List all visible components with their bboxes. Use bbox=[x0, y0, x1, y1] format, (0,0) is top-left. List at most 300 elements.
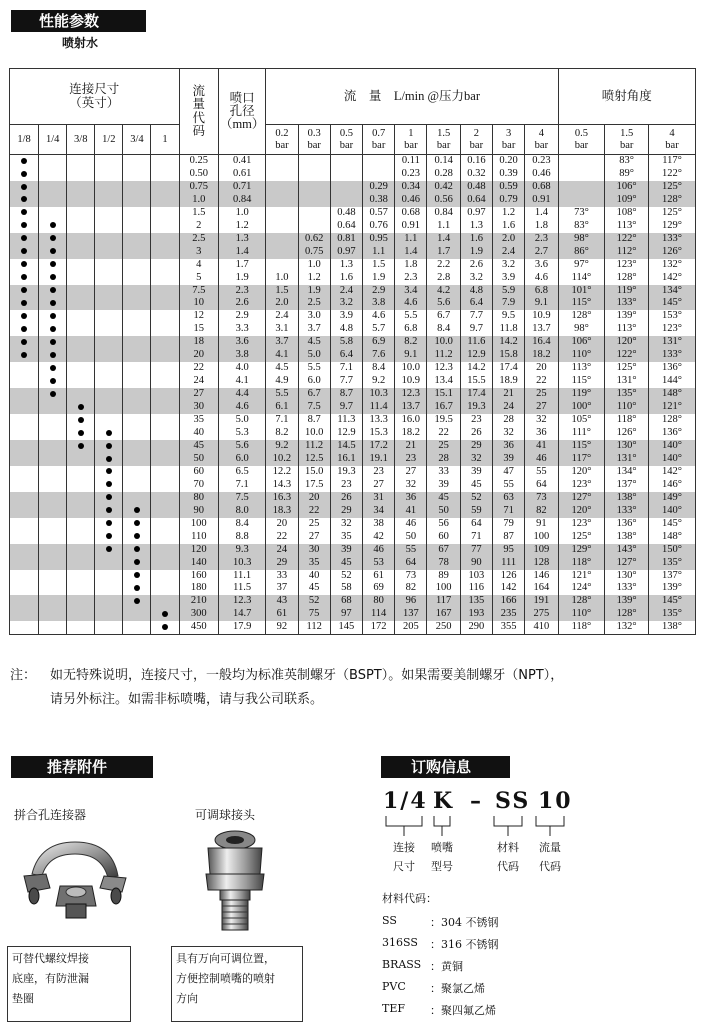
flow-cell: 11.3 bbox=[330, 414, 362, 427]
order-label-material: 材料 代码 bbox=[497, 841, 519, 873]
flow-cell: 11.8 bbox=[493, 323, 525, 336]
conn-cell bbox=[151, 492, 179, 505]
conn-cell bbox=[10, 401, 39, 414]
conn-cell bbox=[151, 544, 179, 557]
table-row bbox=[10, 233, 696, 246]
flow-cell: 1.4 bbox=[427, 233, 460, 246]
note-line-1: 如无特殊说明，连接尺寸，一般均为标准英制螺牙（BSPT）。如果需要美制螺牙（NPT）， bbox=[50, 668, 564, 683]
flow-cell: 23 bbox=[330, 479, 362, 492]
conn-cell bbox=[10, 155, 39, 168]
available-dot-icon bbox=[50, 391, 56, 397]
flow-cell: 290 bbox=[460, 621, 492, 634]
flow-cell: 11.2 bbox=[298, 440, 330, 453]
flow-cell: 25 bbox=[298, 518, 330, 531]
conn-cell bbox=[151, 427, 179, 440]
conn-size-col-header: 1/8 bbox=[10, 125, 39, 155]
flow-cell: 19.3 bbox=[330, 466, 362, 479]
available-dot-icon bbox=[50, 313, 56, 319]
conn-cell bbox=[39, 246, 67, 259]
angle-cell: 138° bbox=[605, 492, 649, 505]
flow-cell: 17.4 bbox=[493, 362, 525, 375]
conn-cell bbox=[123, 194, 151, 207]
angle-pressure-header: 1.5 bar bbox=[605, 125, 649, 155]
angle-cell: 142° bbox=[649, 272, 696, 285]
flow-cell: 1.8 bbox=[525, 220, 558, 233]
flow-code-cell: 24 bbox=[179, 375, 219, 388]
conn-cell bbox=[10, 375, 39, 388]
flow-pressure-header: 1 bar bbox=[395, 125, 427, 155]
conn-cell bbox=[10, 570, 39, 583]
flow-cell: 0.84 bbox=[427, 207, 460, 220]
conn-cell bbox=[39, 582, 67, 595]
flow-code-cell: 160 bbox=[179, 570, 219, 583]
angle-cell: 113° bbox=[605, 220, 649, 233]
angle-cell: 140° bbox=[649, 440, 696, 453]
flow-cell: 6.4 bbox=[330, 349, 362, 362]
angle-cell: 132° bbox=[605, 621, 649, 634]
flow-cell: 1.5 bbox=[363, 259, 395, 272]
available-dot-icon bbox=[21, 196, 27, 202]
angle-cell: 115° bbox=[558, 440, 605, 453]
conn-cell bbox=[39, 401, 67, 414]
angle-cell: 153° bbox=[649, 310, 696, 323]
order-part-type: K bbox=[433, 788, 455, 814]
note bbox=[10, 664, 700, 712]
conn-cell bbox=[10, 427, 39, 440]
available-dot-icon bbox=[50, 365, 56, 371]
flow-cell: 27 bbox=[363, 479, 395, 492]
flow-cell bbox=[330, 168, 362, 181]
flow-cell: 23 bbox=[460, 414, 492, 427]
flow-cell: 41 bbox=[395, 505, 427, 518]
available-dot-icon bbox=[134, 533, 140, 539]
table-row bbox=[10, 608, 696, 621]
angle-cell: 122° bbox=[605, 349, 649, 362]
flow-cell: 8.7 bbox=[298, 414, 330, 427]
conn-cell bbox=[151, 582, 179, 595]
flow-cell: 235 bbox=[493, 608, 525, 621]
conn-cell bbox=[151, 155, 179, 168]
table-row bbox=[10, 531, 696, 544]
angle-cell: 123° bbox=[558, 479, 605, 492]
available-dot-icon bbox=[50, 326, 56, 332]
flow-cell: 2.3 bbox=[395, 272, 427, 285]
flow-cell: 21 bbox=[395, 440, 427, 453]
conn-cell bbox=[151, 336, 179, 349]
flow-pressure-header: 0.5 bar bbox=[330, 125, 362, 155]
flow-cell: 32 bbox=[330, 518, 362, 531]
orifice-cell: 8.8 bbox=[219, 531, 266, 544]
flow-cell: 103 bbox=[460, 570, 492, 583]
flow-cell: 6.4 bbox=[460, 297, 492, 310]
available-dot-icon bbox=[21, 300, 27, 306]
flow-cell bbox=[266, 246, 298, 259]
angle-cell: 131° bbox=[605, 375, 649, 388]
flow-cell: 0.32 bbox=[460, 168, 492, 181]
flow-code-cell: 70 bbox=[179, 479, 219, 492]
conn-cell bbox=[151, 466, 179, 479]
conn-cell bbox=[151, 259, 179, 272]
available-dot-icon bbox=[21, 209, 27, 215]
conn-cell bbox=[39, 544, 67, 557]
angle-cell: 123° bbox=[605, 259, 649, 272]
flow-cell: 61 bbox=[363, 570, 395, 583]
angle-cell: 118° bbox=[558, 621, 605, 634]
available-dot-icon bbox=[106, 430, 112, 436]
orifice-cell: 4.6 bbox=[219, 401, 266, 414]
flow-cell: 46 bbox=[525, 453, 558, 466]
angle-cell: 120° bbox=[605, 336, 649, 349]
order-part-conn: 1/4 bbox=[383, 788, 428, 814]
conn-cell bbox=[67, 621, 95, 634]
angle-cell: 133° bbox=[605, 297, 649, 310]
flow-cell: 9.1 bbox=[395, 349, 427, 362]
flow-cell bbox=[330, 181, 362, 194]
flow-code-cell: 140 bbox=[179, 557, 219, 570]
table-row bbox=[10, 336, 696, 349]
conn-cell bbox=[67, 557, 95, 570]
flow-cell: 2.7 bbox=[525, 246, 558, 259]
conn-cell bbox=[151, 557, 179, 570]
flow-cell: 6.7 bbox=[298, 388, 330, 401]
conn-cell bbox=[10, 310, 39, 323]
flow-cell: 1.3 bbox=[460, 220, 492, 233]
table-row bbox=[10, 362, 696, 375]
angle-cell: 136° bbox=[605, 518, 649, 531]
flow-pressure-header: 4 bar bbox=[525, 125, 558, 155]
flow-code-cell: 80 bbox=[179, 492, 219, 505]
flow-header: 流 量 L/min @压力bar bbox=[266, 69, 558, 125]
flow-cell: 2.3 bbox=[525, 233, 558, 246]
conn-cell bbox=[10, 466, 39, 479]
conn-cell bbox=[39, 505, 67, 518]
material-codes-title: 材料代码： bbox=[382, 892, 437, 905]
table-row bbox=[10, 414, 696, 427]
section-title: 性能参数 bbox=[11, 10, 146, 32]
table-row bbox=[10, 220, 696, 233]
angle-cell: 122° bbox=[649, 168, 696, 181]
flow-cell: 1.4 bbox=[395, 246, 427, 259]
orifice-cell: 10.3 bbox=[219, 557, 266, 570]
flow-code-cell: 2 bbox=[179, 220, 219, 233]
accessory-2-label: 可调球接头 bbox=[195, 808, 256, 822]
angle-cell: 124° bbox=[558, 582, 605, 595]
flow-cell bbox=[266, 259, 298, 272]
flow-cell: 20 bbox=[525, 362, 558, 375]
orifice-cell: 8.4 bbox=[219, 518, 266, 531]
flow-cell: 0.11 bbox=[395, 155, 427, 168]
conn-cell bbox=[67, 375, 95, 388]
table-row bbox=[10, 155, 696, 168]
conn-cell bbox=[10, 297, 39, 310]
conn-cell bbox=[10, 595, 39, 608]
angle-cell: 138° bbox=[605, 531, 649, 544]
available-dot-icon bbox=[106, 481, 112, 487]
angle-cell: 106° bbox=[558, 336, 605, 349]
table-row bbox=[10, 453, 696, 466]
flow-cell: 29 bbox=[266, 557, 298, 570]
angle-cell: 134° bbox=[605, 466, 649, 479]
table-row bbox=[10, 285, 696, 298]
conn-cell bbox=[151, 401, 179, 414]
available-dot-icon bbox=[21, 352, 27, 358]
conn-cell bbox=[39, 440, 67, 453]
angle-cell: 127° bbox=[605, 557, 649, 570]
flow-code-cell: 18 bbox=[179, 336, 219, 349]
flow-cell: 146 bbox=[525, 570, 558, 583]
conn-cell bbox=[67, 492, 95, 505]
conn-cell bbox=[95, 544, 123, 557]
angle-cell: 145° bbox=[649, 297, 696, 310]
angle-cell: 125° bbox=[649, 207, 696, 220]
conn-cell bbox=[10, 246, 39, 259]
flow-cell: 1.6 bbox=[493, 220, 525, 233]
conn-cell bbox=[151, 505, 179, 518]
conn-cell bbox=[39, 233, 67, 246]
angle-cell: 133° bbox=[649, 233, 696, 246]
conn-cell bbox=[95, 531, 123, 544]
table-row bbox=[10, 427, 696, 440]
flow-cell: 82 bbox=[525, 505, 558, 518]
flow-cell: 43 bbox=[266, 595, 298, 608]
angle-cell: 106° bbox=[605, 181, 649, 194]
conn-cell bbox=[123, 233, 151, 246]
angle-cell: 128° bbox=[605, 608, 649, 621]
angle-cell: 98° bbox=[558, 323, 605, 336]
flow-cell: 0.68 bbox=[395, 207, 427, 220]
angle-cell: 129° bbox=[649, 220, 696, 233]
flow-cell: 3.8 bbox=[363, 297, 395, 310]
conn-cell bbox=[39, 608, 67, 621]
flow-code-cell: 100 bbox=[179, 518, 219, 531]
flow-cell: 38 bbox=[363, 518, 395, 531]
orifice-cell: 1.2 bbox=[219, 220, 266, 233]
conn-cell bbox=[67, 531, 95, 544]
angle-cell: 129° bbox=[558, 544, 605, 557]
conn-cell bbox=[10, 220, 39, 233]
flow-cell: 1.2 bbox=[493, 207, 525, 220]
flow-cell: 1.6 bbox=[460, 233, 492, 246]
flow-cell: 63 bbox=[493, 492, 525, 505]
table-row bbox=[10, 595, 696, 608]
flow-cell: 14.3 bbox=[266, 479, 298, 492]
conn-cell bbox=[67, 194, 95, 207]
angle-cell: 136° bbox=[649, 427, 696, 440]
orifice-header: 喷口 孔径 （mm） bbox=[219, 69, 266, 155]
flow-cell: 4.5 bbox=[266, 362, 298, 375]
flow-cell: 1.0 bbox=[298, 259, 330, 272]
conn-cell bbox=[151, 181, 179, 194]
flow-cell: 2.0 bbox=[493, 233, 525, 246]
conn-cell bbox=[39, 349, 67, 362]
conn-cell bbox=[123, 155, 151, 168]
flow-cell: 11.4 bbox=[363, 401, 395, 414]
flow-cell: 6.0 bbox=[298, 375, 330, 388]
available-dot-icon bbox=[50, 300, 56, 306]
conn-cell bbox=[39, 168, 67, 181]
flow-cell: 50 bbox=[395, 531, 427, 544]
flow-cell: 1.9 bbox=[363, 272, 395, 285]
flow-cell: 90 bbox=[460, 557, 492, 570]
flow-cell: 0.62 bbox=[298, 233, 330, 246]
available-dot-icon bbox=[50, 287, 56, 293]
conn-cell bbox=[123, 401, 151, 414]
conn-cell bbox=[10, 518, 39, 531]
flow-cell: 1.1 bbox=[363, 246, 395, 259]
conn-cell bbox=[10, 440, 39, 453]
table-row bbox=[10, 466, 696, 479]
flow-cell: 55 bbox=[395, 544, 427, 557]
flow-cell: 16.7 bbox=[427, 401, 460, 414]
flow-cell: 8.7 bbox=[330, 388, 362, 401]
orifice-cell: 0.84 bbox=[219, 194, 266, 207]
flow-code-cell: 15 bbox=[179, 323, 219, 336]
conn-cell bbox=[123, 570, 151, 583]
flow-cell: 0.91 bbox=[395, 220, 427, 233]
angle-cell: 126° bbox=[649, 246, 696, 259]
flow-cell: 205 bbox=[395, 621, 427, 634]
conn-cell bbox=[123, 272, 151, 285]
orifice-cell: 1.4 bbox=[219, 246, 266, 259]
angle-cell: 119° bbox=[605, 285, 649, 298]
flow-cell: 6.7 bbox=[427, 310, 460, 323]
angle-cell: 98° bbox=[558, 233, 605, 246]
available-dot-icon bbox=[21, 158, 27, 164]
conn-cell bbox=[39, 492, 67, 505]
flow-cell: 3.9 bbox=[330, 310, 362, 323]
angle-cell: 127° bbox=[558, 492, 605, 505]
available-dot-icon bbox=[106, 507, 112, 513]
flow-cell: 32 bbox=[525, 414, 558, 427]
flow-cell: 0.28 bbox=[427, 168, 460, 181]
flow-cell: 142 bbox=[493, 582, 525, 595]
angle-cell: 105° bbox=[558, 414, 605, 427]
flow-cell: 8.2 bbox=[266, 427, 298, 440]
flow-cell: 0.20 bbox=[493, 155, 525, 168]
flow-cell: 3.6 bbox=[525, 259, 558, 272]
conn-cell bbox=[39, 272, 67, 285]
conn-cell bbox=[123, 505, 151, 518]
flow-cell: 28 bbox=[427, 453, 460, 466]
table-row bbox=[10, 505, 696, 518]
flow-cell bbox=[266, 207, 298, 220]
angle-cell: 140° bbox=[649, 505, 696, 518]
angle-cell: 115° bbox=[558, 375, 605, 388]
available-dot-icon bbox=[50, 339, 56, 345]
flow-cell: 7.9 bbox=[493, 297, 525, 310]
conn-cell bbox=[10, 207, 39, 220]
flow-cell: 5.7 bbox=[363, 323, 395, 336]
conn-cell bbox=[95, 375, 123, 388]
available-dot-icon bbox=[106, 533, 112, 539]
flow-cell: 95 bbox=[493, 544, 525, 557]
note-label: 注： bbox=[10, 668, 37, 683]
flow-cell: 0.46 bbox=[525, 168, 558, 181]
conn-cell bbox=[123, 349, 151, 362]
flow-cell: 137 bbox=[395, 608, 427, 621]
angle-cell: 123° bbox=[558, 518, 605, 531]
flow-cell: 9.2 bbox=[266, 440, 298, 453]
flow-cell: 78 bbox=[427, 557, 460, 570]
flow-cell: 15.5 bbox=[460, 375, 492, 388]
flow-cell: 1.8 bbox=[395, 259, 427, 272]
flow-code-cell: 45 bbox=[179, 440, 219, 453]
flow-cell: 10.0 bbox=[427, 336, 460, 349]
flow-cell: 0.29 bbox=[363, 181, 395, 194]
flow-cell: 0.56 bbox=[427, 194, 460, 207]
flow-cell: 45 bbox=[460, 479, 492, 492]
conn-cell bbox=[95, 479, 123, 492]
flow-cell: 7.7 bbox=[330, 375, 362, 388]
conn-cell bbox=[10, 492, 39, 505]
conn-cell bbox=[10, 181, 39, 194]
flow-cell: 0.64 bbox=[330, 220, 362, 233]
available-dot-icon bbox=[134, 598, 140, 604]
flow-cell: 3.0 bbox=[298, 310, 330, 323]
flow-cell: 164 bbox=[525, 582, 558, 595]
order-label-flow: 流量 代码 bbox=[539, 841, 561, 873]
flow-cell: 39 bbox=[460, 466, 492, 479]
flow-cell: 1.3 bbox=[330, 259, 362, 272]
conn-cell bbox=[151, 518, 179, 531]
available-dot-icon bbox=[21, 184, 27, 190]
available-dot-icon bbox=[78, 430, 84, 436]
angle-cell: 110° bbox=[558, 349, 605, 362]
flow-cell: 3.7 bbox=[266, 336, 298, 349]
angle-cell: 110° bbox=[558, 608, 605, 621]
conn-cell bbox=[123, 285, 151, 298]
flow-cell: 10.0 bbox=[298, 427, 330, 440]
flow-cell: 1.1 bbox=[395, 233, 427, 246]
flow-cell: 0.59 bbox=[493, 181, 525, 194]
flow-cell: 2.8 bbox=[427, 272, 460, 285]
conn-cell bbox=[39, 375, 67, 388]
angle-cell: 135° bbox=[649, 557, 696, 570]
available-dot-icon bbox=[106, 456, 112, 462]
flow-cell: 2.6 bbox=[460, 259, 492, 272]
flow-cell: 2.2 bbox=[427, 259, 460, 272]
orifice-cell: 5.3 bbox=[219, 427, 266, 440]
flow-cell bbox=[298, 207, 330, 220]
available-dot-icon bbox=[134, 546, 140, 552]
conn-cell bbox=[151, 362, 179, 375]
flow-cell: 10.2 bbox=[266, 453, 298, 466]
orifice-cell: 6.5 bbox=[219, 466, 266, 479]
conn-cell bbox=[67, 466, 95, 479]
flow-cell: 0.16 bbox=[460, 155, 492, 168]
flow-cell: 193 bbox=[460, 608, 492, 621]
flow-cell: 3.2 bbox=[330, 297, 362, 310]
conn-cell bbox=[39, 323, 67, 336]
conn-cell bbox=[67, 453, 95, 466]
available-dot-icon bbox=[134, 572, 140, 578]
conn-cell bbox=[10, 557, 39, 570]
orifice-cell: 1.9 bbox=[219, 272, 266, 285]
flow-cell: 61 bbox=[266, 608, 298, 621]
conn-cell bbox=[67, 297, 95, 310]
flow-cell: 50 bbox=[427, 505, 460, 518]
angle-cell: 135° bbox=[605, 388, 649, 401]
flow-cell: 16.1 bbox=[330, 453, 362, 466]
orifice-cell: 7.5 bbox=[219, 492, 266, 505]
flow-cell: 41 bbox=[525, 440, 558, 453]
flow-cell: 33 bbox=[266, 570, 298, 583]
table-row bbox=[10, 557, 696, 570]
orifice-cell: 11.1 bbox=[219, 570, 266, 583]
available-dot-icon bbox=[21, 248, 27, 254]
angle-cell: 118° bbox=[558, 557, 605, 570]
conn-cell bbox=[151, 233, 179, 246]
